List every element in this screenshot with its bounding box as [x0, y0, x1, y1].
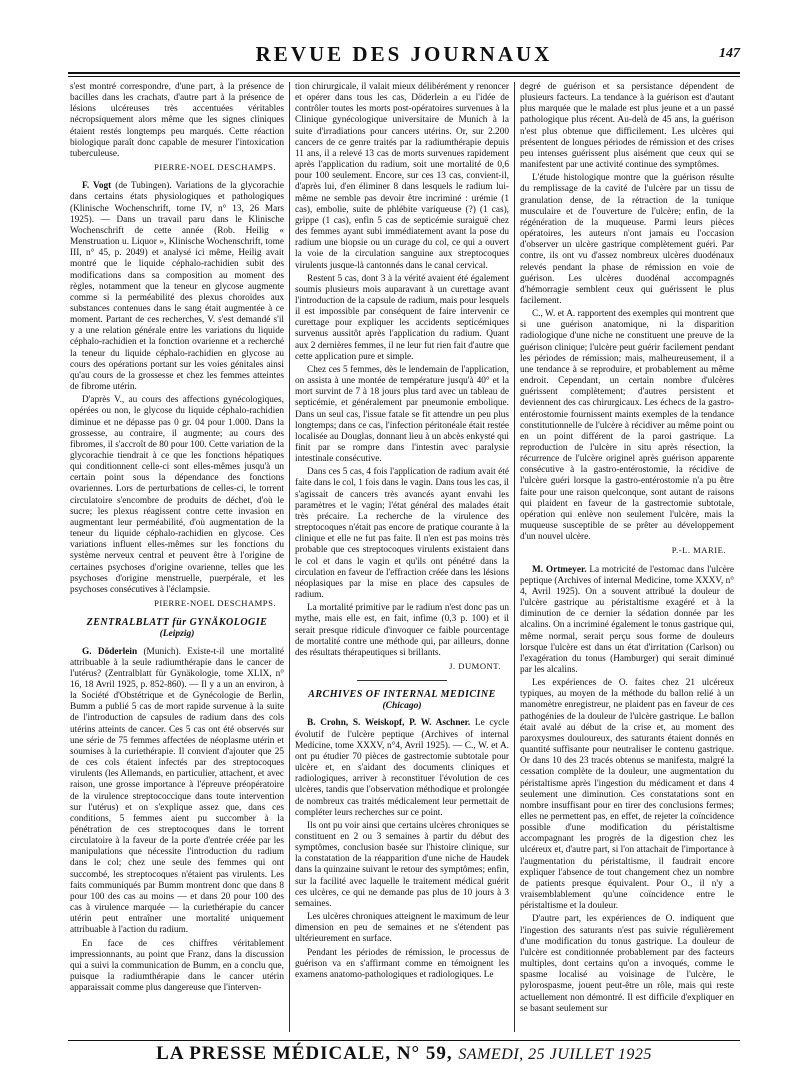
paragraph: Restent 5 cas, dont 3 à la vérité avaient été également soumis plusieurs mois auparavant à un curettage avant l'introduction de la capsule de radium, mais pour lesquels il est impossible par conséquent de faire intervenir ce curettage pour expliquer les accidents septicémiques survenus aussitôt après l'application du radium. Quant aux 2 dernières femmes, il ne leur fut rien fait d'autre que cette application pure et simple. [295, 273, 509, 362]
paragraph: C., W. et A. rapportent des exemples qui montrent que si une guérison anatomique, ni la disparition radiologique d'une niche ne constituent une preuve de la guérison clinique; l'ulcère peut guérir facilement pendant les périodes de rémission; mais, malheureusement, il a une tendance à se reproduire, et probablement au même endroit. Cependant, un certain nombre d'ulcères guérissent complètement; d'autres persistent et deviennent des cas chirurgicaux. Les échecs de la gastro-entérostomie fournissent maints exemples de la tendance constitutionnelle de l'ulcère à récidiver au même point ou en un point différent de la paroi gastrique. La reproduction de l'ulcère in situ après résection, la récurrence de l'ulcère originel après guérison apparente consécutive à la gastro-entérostomie, la récidive de l'ulcère guéri lorsque la gastro-entérostomie n'a pu être faite pour une raison quelconque, sont autant de raisons qui plaident en faveur de la gastrectomie subtotale, opération qui enlève non seulement l'ulcère, mais la muqueuse susceptible de se prêter au développement d'un nouvel ulcère. [520, 309, 734, 543]
article-text: La motricité de l'estomac dans l'ulcère peptique (Archives of internal Medicine, tome XXXV, n° 4, Avril 1925). On a souvent attribué la douleur de l'ulcère gastrique au péristaltisme exagéré et à la diminution de ce dernier la sédation donnée par les alcalins. On a incriminé également le tonus gastrique qui, même normal, serait perçu sous forme de douleurs lorsque l'ulcère est dans un état d'irritation (Carlson) ou l'exagération du tonus (Hamburger) qui serait diminué par les alcalins. [520, 564, 734, 675]
footer-rule [68, 1040, 740, 1041]
signature: P.-L. MARIE. [671, 545, 726, 556]
section-title: ARCHIVES OF INTERNAL MEDICINE [308, 689, 496, 701]
column-left [70, 82, 284, 1042]
footer-journal: LA PRESSE MÉDICALE, N° 59, [156, 1043, 453, 1064]
paragraph: s'est montré correspondre, d'une part, à la présence de bacilles dans les crachats, d'autre part à la présence de lésions ulcéreuses très accentuées véritables nécropsiquement alors même que les signes cliniques étaient restés longtemps peu marqués. Cette réaction biologique paraît donc capable de mesurer l'intoxication tuberculeuse. [70, 82, 284, 159]
article-text: (de Tubingen). Variations de la glycorachie dans certains états physiologiques et pathologiques (Klinische Wochenschrift, tome IV, n° 13, 26 Mars 1925). — Dans un travail paru dans le Klinische Wochenschrift de cette année (Rob. Heilig « Menstruation u. Liquor », Klinische Wochenschrift, tome III, n° 45, p. 2049) et analysé ici même, Heilig avait montré que le liquide céphalo-rachidien subit des modifications dans sa composition au moment des règles, notamment que la teneur en glycose augmente comme si la perméabilité des plexus choroïdes aux substances contenues dans le sang était augmentée à ce moment. Partant de ces recherches, V. s'est demandé s'il y a une relation générale entre les variations du liquide céphalo-rachidien et la fonction ovarienne et a recherché la teneur du liquide céphalo-rachidien en glycose au cours des opérations portant sur les voies génitales ainsi qu'au cours de la grossesse et chez les femmes atteintes de fibrome utérin. [70, 181, 284, 393]
section-divider [357, 680, 447, 681]
paragraph: Les expériences de O. faites chez 21 ulcéreux typiques, au moyen de la méthode du ballon relié à un manomètre enregistreur, ne plaident pas en faveur de ces pathogénies de la douleur de l'ulcère gastrique. Le ballon était avalé au début de la crise et, au moment des paroxysmes douloureux, des saturants étaient donnés en quantité suffisante pour neutraliser le contenu gastrique. Or dans 10 des 23 tracés obtenus se manifesta, malgré la cessation complète de la douleur, une augmentation du péristaltisme après l'ingestion du médicament et dans 4 seulement une diminution. Ces constatations sont en nombre insuffisant pour en tirer des conclusions fermes; elles ne permettent pas, en effet, de rejeter la coïncidence possible d'une modification du péristaltisme accompagnant les progrès de la digestion chez les ulcéreux et, d'autre part, si l'on attachait de l'importance à l'augmentation du péristaltisme, il faudrait encore expliquer l'absence de tout changement chez un nombre de patients presque équivalent. Pour O., il n'y a vraisemblablement qu'une coïncidence entre le péristaltisme et la douleur. [520, 678, 734, 912]
column-right [520, 82, 734, 1042]
article-author: G. Döderlein [82, 646, 138, 657]
paragraph: Chez ces 5 femmes, dès le lendemain de l'application, on assista à une montée de température jusqu'à 40° et la mort survint de 7 à 18 jours plus tard avec un tableau de septicémie, et généralement par pneumonie embolique. Dans un seul cas, l'issue fatale se fit attendre un peu plus longtemps; dans ce cas, l'infection péritonéale était restée localisée au Douglas, donnant lieu à un abcès enkysté qui finit par se rompre dans l'intestin avec paralysie intestinale consécutive. [295, 364, 509, 465]
column-middle [295, 82, 509, 1042]
paragraph: D'après V., au cours des affections gynécologiques, opérées ou non, le glycose du liquide céphalo-rachidien diminue et ne dépasse pas 0 gr. 04 pour 1.000. Dans la grossesse, au contraire, il augmente; au cours des fibromes, il s'accroît de 80 pour 100. Cette variation de la glycorachie tiendrait à ce que les fonctions hépatiques qui conditionnent celle-ci sont elles-mêmes jusqu'à un certain point sous la dépendance des fonctions ovariennes. Lors de perturbations de celles-ci, le torrent circulatoire s'encombre de produits de déchet, d'où le sucre; les plexus réagissent contre cette invasion en augmentant leur perméabilité, d'où augmentation de la teneur du liquide céphalo-rachidien en glycose. Ces variations influent elles-mêmes sur les fonctions du système nerveux central et peuvent être à l'origine de certaines psychoses d'origine ovarienne, telles que les psychoses d'origine menstruelle, puerpérale, et les psychoses consécutives à l'éclampsie. [70, 395, 284, 595]
article-text: Le cycle évolutif de l'ulcère peptique (Archives of internal Medicine, tome XXXV, n°4, Avril 1925). — C., W. et A. ont pu étudier 70 pièces de gastrectomie subtotale pour ulcère et, en s'aidant des documents cliniques et radiologiques, arriver à reconstituer l'évolution de ces ulcères, tandis que l'observation méthodique et prolongée de nombreux cas traités médicalement leur permettait de compléter leurs recherches sur ce point. [295, 718, 509, 818]
paragraph: Dans ces 5 cas, 4 fois l'application de radium avait été faite dans le col, 1 fois dans le vagin. Dans tous les cas, il s'agissait de cancers très avancés ayant envahi les paramètres et le vagin; l'état général des malades était très précaire. La recherche de la virulence des streptocoques n'était pas encore de pratique courante à la clinique et elle ne fut pas faite. Il n'en est pas moins très probable que ces streptocoques virulents existaient dans le col et dans le vagin et qu'ils ont pénétré dans la circulation en faveur de l'effraction créée dans les lésions néoplasiques par la mise en place des capsules de radium. [295, 467, 509, 601]
section-location: (Leipzig) [159, 629, 195, 640]
article-author: M. Ortmeyer. [532, 564, 587, 575]
article-paragraph [295, 718, 509, 818]
paragraph: Pendant les périodes de rémission, le processus de guérison va en s'affirmant comme en témoignent les examens anatomo-pathologiques et radiologiques. Le [295, 947, 509, 980]
running-title: REVUE DES JOURNAUX [255, 42, 553, 66]
article-author: F. Vogt [82, 181, 112, 192]
article-author: B. Crohn, S. Weiskopf, P. W. Aschner. [307, 718, 471, 729]
paragraph: degré de guérison et sa persistance dépendent de plusieurs facteurs. La tendance à la guérison est d'autant plus marquée que le malade est plus jeune et a un passé pathologique plus récent. Au-delà de 45 ans, la guérison n'est plus obtenue que difficilement. Les ulcères qui présentent de longues périodes de rémission et des crises peu intenses guérissent plus aisément que ceux qui se manifestent par une activité continue des symptômes. [520, 82, 734, 171]
article-paragraph [70, 181, 284, 393]
paragraph: L'étude histologique montre que la guérison résulte du remplissage de la cavité de l'ulcère par un tissu de granulation dense, de la rétraction de la tunique musculaire et de l'ouverture de l'ulcère; enfin, de la régénération de la muqueuse. Parmi leurs pièces opératoires, les auteurs n'ont jamais eu l'occasion d'observer un ulcère gastrique complètement guéri. Par contre, ils ont vu d'assez nombreux ulcères duodénaux relevés pendant la phase de rémission en voie de guérison. Les ulcères duodénal accompagnés d'hémorragie semblent ceux qui guérissent le plus facilement. [520, 173, 734, 306]
page-number: 147 [719, 46, 740, 61]
paragraph: tion chirurgicale, il valait mieux délibérément y renoncer et opérer dans tous les cas, Döderlein a eu l'idée de contrôler toutes les morts post-opératoires survenues à la Clinique gynécologique universitaire de Munich à la suite d'irradiations pour cancers utérins. Or, sur 2.200 cancers de ce genre traités par la radiumthérapie depuis 11 ans, il a relevé 13 cas de morts survenues rapidement après l'application du radium, soit une mortalité de 0,6 pour 100 seulement. Encore, sur ces 13 cas, convient-il, d'après lui, d'en éliminer 8 dans lesquels le radium lui-même ne semble pas devoir être incriminé : urémie (1 cas), embolie, suite de phlébite variqueuse (?) (1 cas), grippe (1 cas), enfin 5 cas de septicémie suraiguë chez des femmes ayant subi immédiatement avant la pose du radium une biopsie ou un curage du col, ce qui a ouvert la voie de la circulation sanguine aux streptocoques virulents jusque-là cantonnés dans le canal cervical. [295, 82, 509, 271]
header-rule [68, 72, 740, 77]
paragraph: Les ulcères chroniques atteignent le maximum de leur dimension en peu de semaines et ne s'étendent pas ultérieurement en surface. [295, 912, 509, 945]
page-footer [68, 1043, 740, 1065]
article-paragraph [70, 647, 284, 937]
page-header [68, 38, 740, 72]
paragraph: Ils ont pu voir ainsi que certains ulcères chroniques se constituent en 2 ou 3 semaines à partir du début des symptômes, conclusion basée sur l'histoire clinique, sur la constatation de la réapparition d'une niche de Haudek dans la quinzaine suivant le retour des symptômes; enfin, sur la facilité avec laquelle le traitement médical guérit ces ulcères, ce qui ne demande pas plus de 10 jours à 3 semaines. [295, 820, 509, 909]
paragraph: La mortalité primitive par le radium n'est donc pas un mythe, mais elle est, en fait, infime (0,3 p. 100) et il serait presque ridicule d'invoquer ce faible pourcentage de mortalité contre une méthode qui, par ailleurs, donne des résultats thérapeutiques si brillants. [295, 603, 509, 658]
signature: PIERRE-NOEL DESCHAMPS. [154, 598, 276, 609]
article-text: (Munich). Existe-t-il une mortalité attribuable à la seule radiumthérapie dans le cancer de l'utérus? (Zentralblatt für Gynäkologie, tome XLIX, n° 16, 18 Avril 1925, p. 852-860). — Il y a un an environ, à la Société d'Obstétrique et de Gynécologie de Berlin, Bumm a publié 5 cas de mort rapide survenue à la suite de l'introduction de capsules de radium dans des cols utérins atteints de cancer. Ces 5 cas ont été observés sur une série de 75 femmes affectées de néoplasme utérin et soumises à la curiethérapie. Il convient d'ajouter que 25 de ces cols étaient infectés par des streptocoques virulents (les Allemands, en particulier, attachent, et avec raison, une grosse importance à l'épreuve préopératoire de la virulence streptococcique dans toute intervention sur l'utérus) et on s'explique assez que, dans ces conditions, 5 femmes aient pu succomber à la pénétration de ces streptocoques dans le torrent circulatoire à la faveur de la porte d'entrée créée par les manipulations que nécessite l'introduction du radium dans le col; chez une seule des femmes qui ont succombé, les streptocoques n'étaient pas virulents. Les faits communiqués par Bumm montrent donc que dans 8 pour 100 des cas au moins — et dans 20 pour 100 des cas à virulence marquée — la curiethérapie du cancer utérin peut entraîner une mortalité uniquement attribuable à l'action du radium. [70, 646, 284, 936]
column-divider [289, 82, 290, 1032]
signature: PIERRE-NOEL DESCHAMPS. [154, 162, 276, 173]
signature: J. DUMONT. [449, 660, 501, 671]
article-paragraph [520, 565, 734, 677]
footer-date: SAMEDI, 25 JUILLET 1925 [458, 1046, 652, 1063]
column-divider [514, 82, 515, 1032]
paragraph: D'autre part, les expériences de O. indiquent que l'ingestion des saturants n'est pas suivie régulièrement d'une modification du tonus gastrique. La douleur de l'ulcère est conditionnée probablement par des facteurs multiples, dont certains qu'on a invoqués, comme le spasme localisé au voisinage de l'ulcère, le pylorospasme, jouent peut-être un rôle, mais qui reste actuellement non démontré. Il est difficile d'expliquer en se basant seulement sur [520, 914, 734, 1014]
section-location: (Chicago) [382, 701, 422, 712]
paragraph: En face de ces chiffres véritablement impressionnants, au point que Franz, dans la discussion qui a suivi la communication de Bumm, en a conclu que, puisque la radiumthérapie dans le cancer utérin apparaissait comme plus dangereuse que l'interven- [70, 938, 284, 994]
section-title: ZENTRALBLATT für GYNÄKOLOGIE [86, 617, 268, 629]
